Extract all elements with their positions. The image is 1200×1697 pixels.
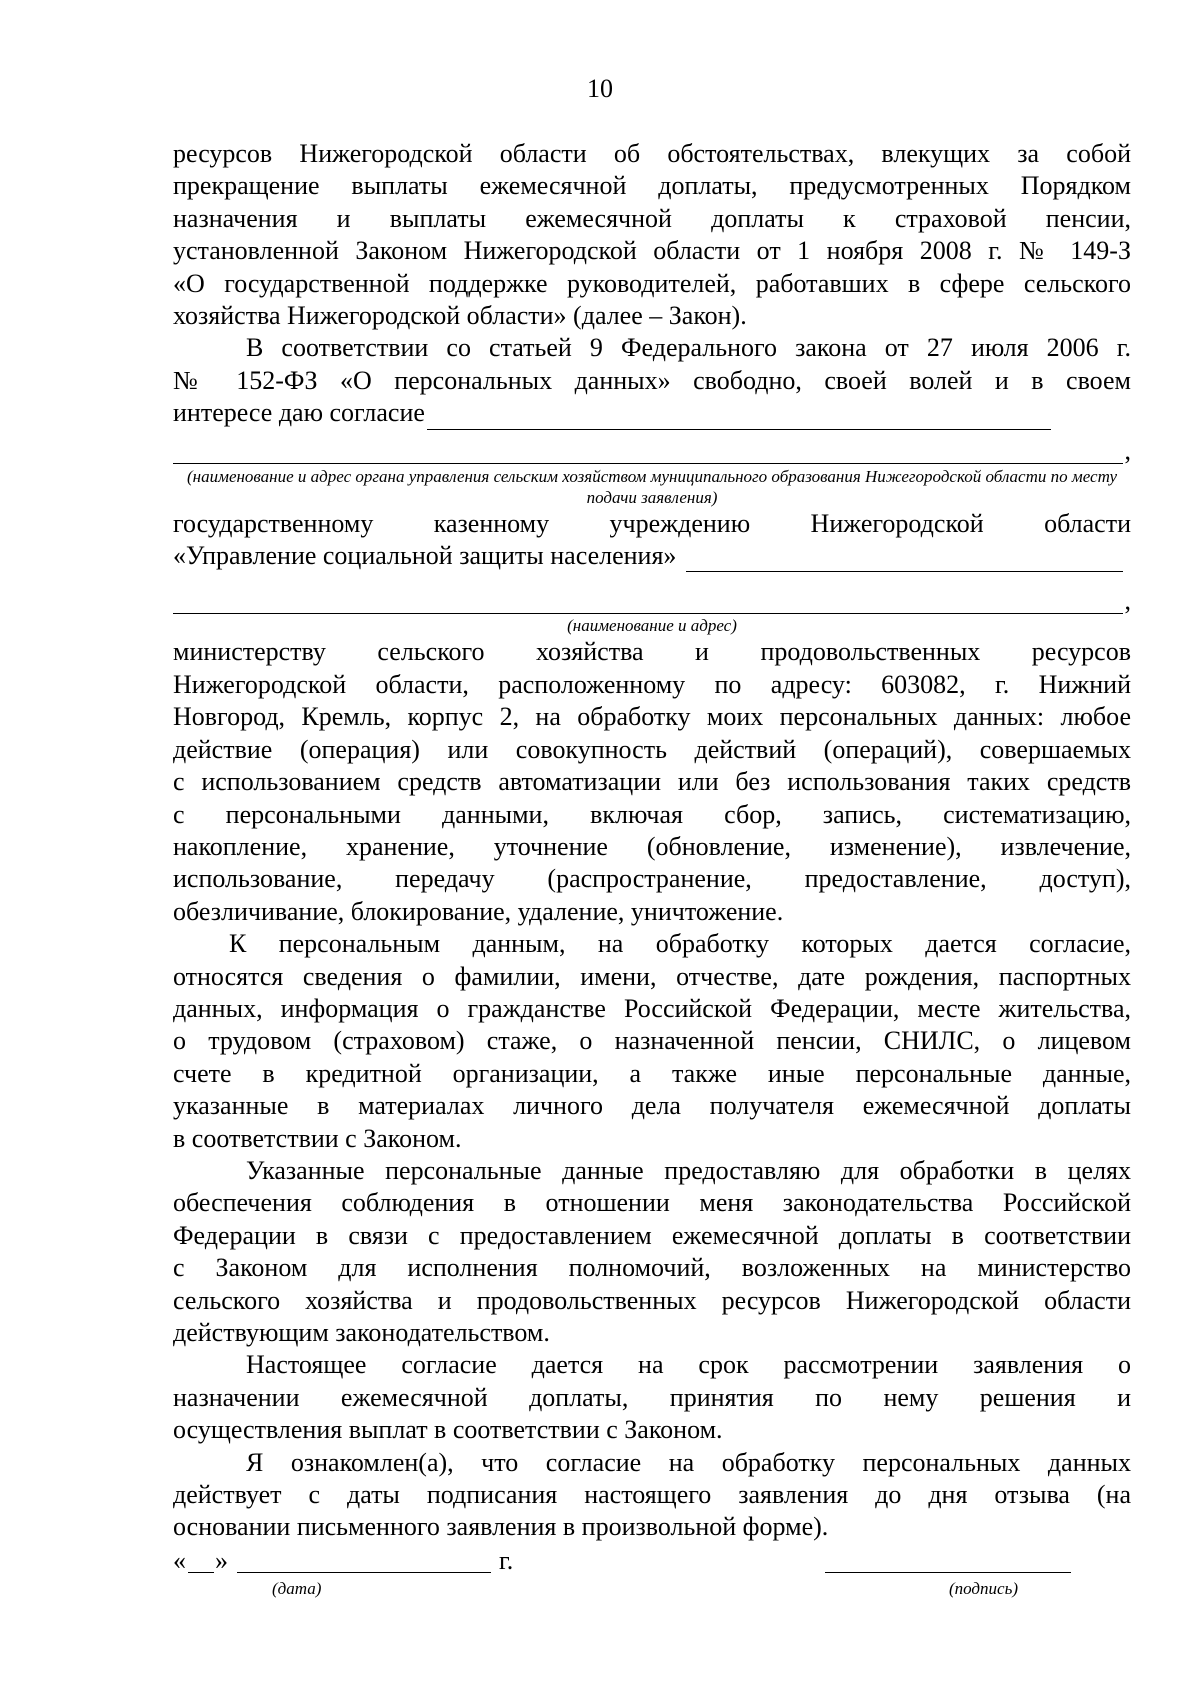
text-line: данных, информация о гражданстве Российской Федерации, месте жительства, — [173, 993, 1131, 1023]
text-line: относятся сведения о фамилии, имени, отчестве, дате рождения, паспортных — [173, 961, 1131, 991]
signature-row — [173, 1544, 1131, 1578]
text-line: с Законом для исполнения полномочий, возложенных на министерство — [173, 1253, 1131, 1283]
text-line: действует с даты подписания настоящего заявления до дня отзыва (на — [173, 1480, 1131, 1510]
text-line: обеспечения соблюдения в отношении меня законодательства Российской — [173, 1188, 1131, 1218]
document-body — [173, 138, 1131, 1600]
page-number: 10 — [587, 74, 613, 103]
month-field[interactable] — [237, 1572, 491, 1573]
social-protection-name-field[interactable] — [686, 546, 1123, 572]
signature-field[interactable] — [825, 1572, 1071, 1573]
text-line: обезличивание, блокирование, удаление, уничтожение. — [173, 896, 784, 926]
text-line: прекращение выплаты ежемесячной доплаты, предусмотренных Порядком — [173, 171, 1131, 201]
recipient-caption: (наименование и адрес органа управления сельским хозяйством муниципального образования Нижегородской области по месту подачи заявления) — [187, 466, 1117, 507]
text-line: государственному казенному учреждению Нижегородской области — [173, 508, 1131, 538]
paragraph-acknowledgement — [173, 1447, 1131, 1544]
text-line: Настоящее согласие дается на срок рассмотрении заявления о — [246, 1350, 1131, 1380]
text-line: ресурсов Нижегородской области об обстоятельствах, влекущих за собой — [173, 139, 1131, 168]
text-line: действующим законодательством. — [173, 1318, 550, 1347]
text-line: «О государственной поддержке руководителей, работавших в сфере сельского — [173, 268, 1131, 298]
text-line: с персональными данными, включая сбор, запись, систематизацию, — [173, 799, 1131, 829]
text-line: № 152-ФЗ «О персональных данных» свободно, своей волей и в своем — [173, 365, 1131, 395]
paragraph-social-protection — [173, 508, 1131, 637]
consent-recipient-row — [173, 397, 1131, 429]
text-line: хозяйства Нижегородской области» (далее – Закон). — [173, 301, 747, 331]
social-protection-address-field[interactable] — [173, 588, 1123, 614]
text-line: Новгород, Кремль, корпус 2, на обработку моих персональных данных: любое — [173, 702, 1131, 732]
paragraph-ministry — [173, 636, 1131, 928]
text-line: использование, передачу (распространение, предоставление, доступ), — [173, 864, 1131, 894]
text-line: министерству сельского хозяйства и продовольственных ресурсов — [173, 637, 1131, 667]
day-field[interactable] — [188, 1572, 214, 1573]
recipient-address-field[interactable] — [173, 438, 1123, 464]
text-line: назначения и выплаты ежемесячной доплаты к страховой пенсии, — [173, 203, 1131, 233]
paragraph-personal-data-list — [173, 928, 1131, 1155]
text-line: основании письменного заявления в произвольной форме). — [173, 1512, 829, 1542]
text-line: Я ознакомлен(а), что согласие на обработку персональных данных — [246, 1447, 1131, 1477]
text-line: в соответствии с Законом. — [173, 1123, 462, 1153]
year-suffix: г. — [499, 1546, 514, 1576]
text-line: К персональным данным, на обработку которых дается согласие, — [229, 929, 1131, 959]
text-line: интересе даю согласие — [173, 398, 425, 428]
recipient-name-field[interactable] — [427, 404, 1051, 430]
date-caption: (дата) — [272, 1578, 322, 1598]
comma: , — [1124, 435, 1131, 465]
text-line: счете в кредитной организации, а также иные персональные данные, — [173, 1058, 1131, 1088]
text-line: Указанные персональные данные предоставляю для обработки в целях — [246, 1155, 1131, 1185]
paragraph-continuation — [173, 138, 1131, 332]
text-line: с использованием средств автоматизации или без использования таких средств — [173, 767, 1131, 797]
text-line: указанные в материалах личного дела получателя ежемесячной доплаты — [173, 1091, 1131, 1121]
text-line: накопление, хранение, уточнение (обновление, изменение), извлечение, — [173, 831, 1131, 861]
signature-caption: (подпись) — [949, 1578, 1018, 1598]
text-line: Нижегородской области, расположенному по адресу: 603082, г. Нижний — [173, 669, 1131, 699]
text-line: «Управление социальной защиты населения» — [173, 541, 677, 571]
comma: , — [1124, 586, 1131, 616]
text-line: о трудовом (страховом) стаже, о назначенной пенсии, СНИЛС, о лицевом — [173, 1026, 1131, 1056]
text-line: назначении ежемесячной доплаты, принятия по нему решения и — [173, 1382, 1131, 1412]
open-quote: « — [173, 1546, 186, 1576]
paragraph-consent-intro — [173, 332, 1131, 507]
text-line: установленной Законом Нижегородской области от 1 ноября 2008 г. № 149-З — [173, 236, 1131, 266]
text-line: сельского хозяйства и продовольственных ресурсов Нижегородской области — [173, 1285, 1131, 1315]
social-protection-caption: (наименование и адрес) — [567, 616, 737, 636]
paragraph-duration — [173, 1349, 1131, 1446]
text-line: Федерации в связи с предоставлением ежемесячной доплаты в соответствии — [173, 1220, 1131, 1250]
paragraph-purpose — [173, 1155, 1131, 1349]
text-line: В соответствии со статьей 9 Федерального закона от 27 июля 2006 г. — [246, 333, 1131, 363]
text-line: действие (операция) или совокупность действий (операций), совершаемых — [173, 734, 1131, 764]
recipient-address-row — [173, 430, 1131, 464]
social-protection-row — [173, 540, 1131, 572]
text-line: осуществления выплат в соответствии с Законом. — [173, 1415, 723, 1445]
signature-captions — [173, 1578, 1131, 1600]
close-quote: » — [215, 1546, 228, 1576]
social-protection-address-row — [173, 572, 1131, 614]
